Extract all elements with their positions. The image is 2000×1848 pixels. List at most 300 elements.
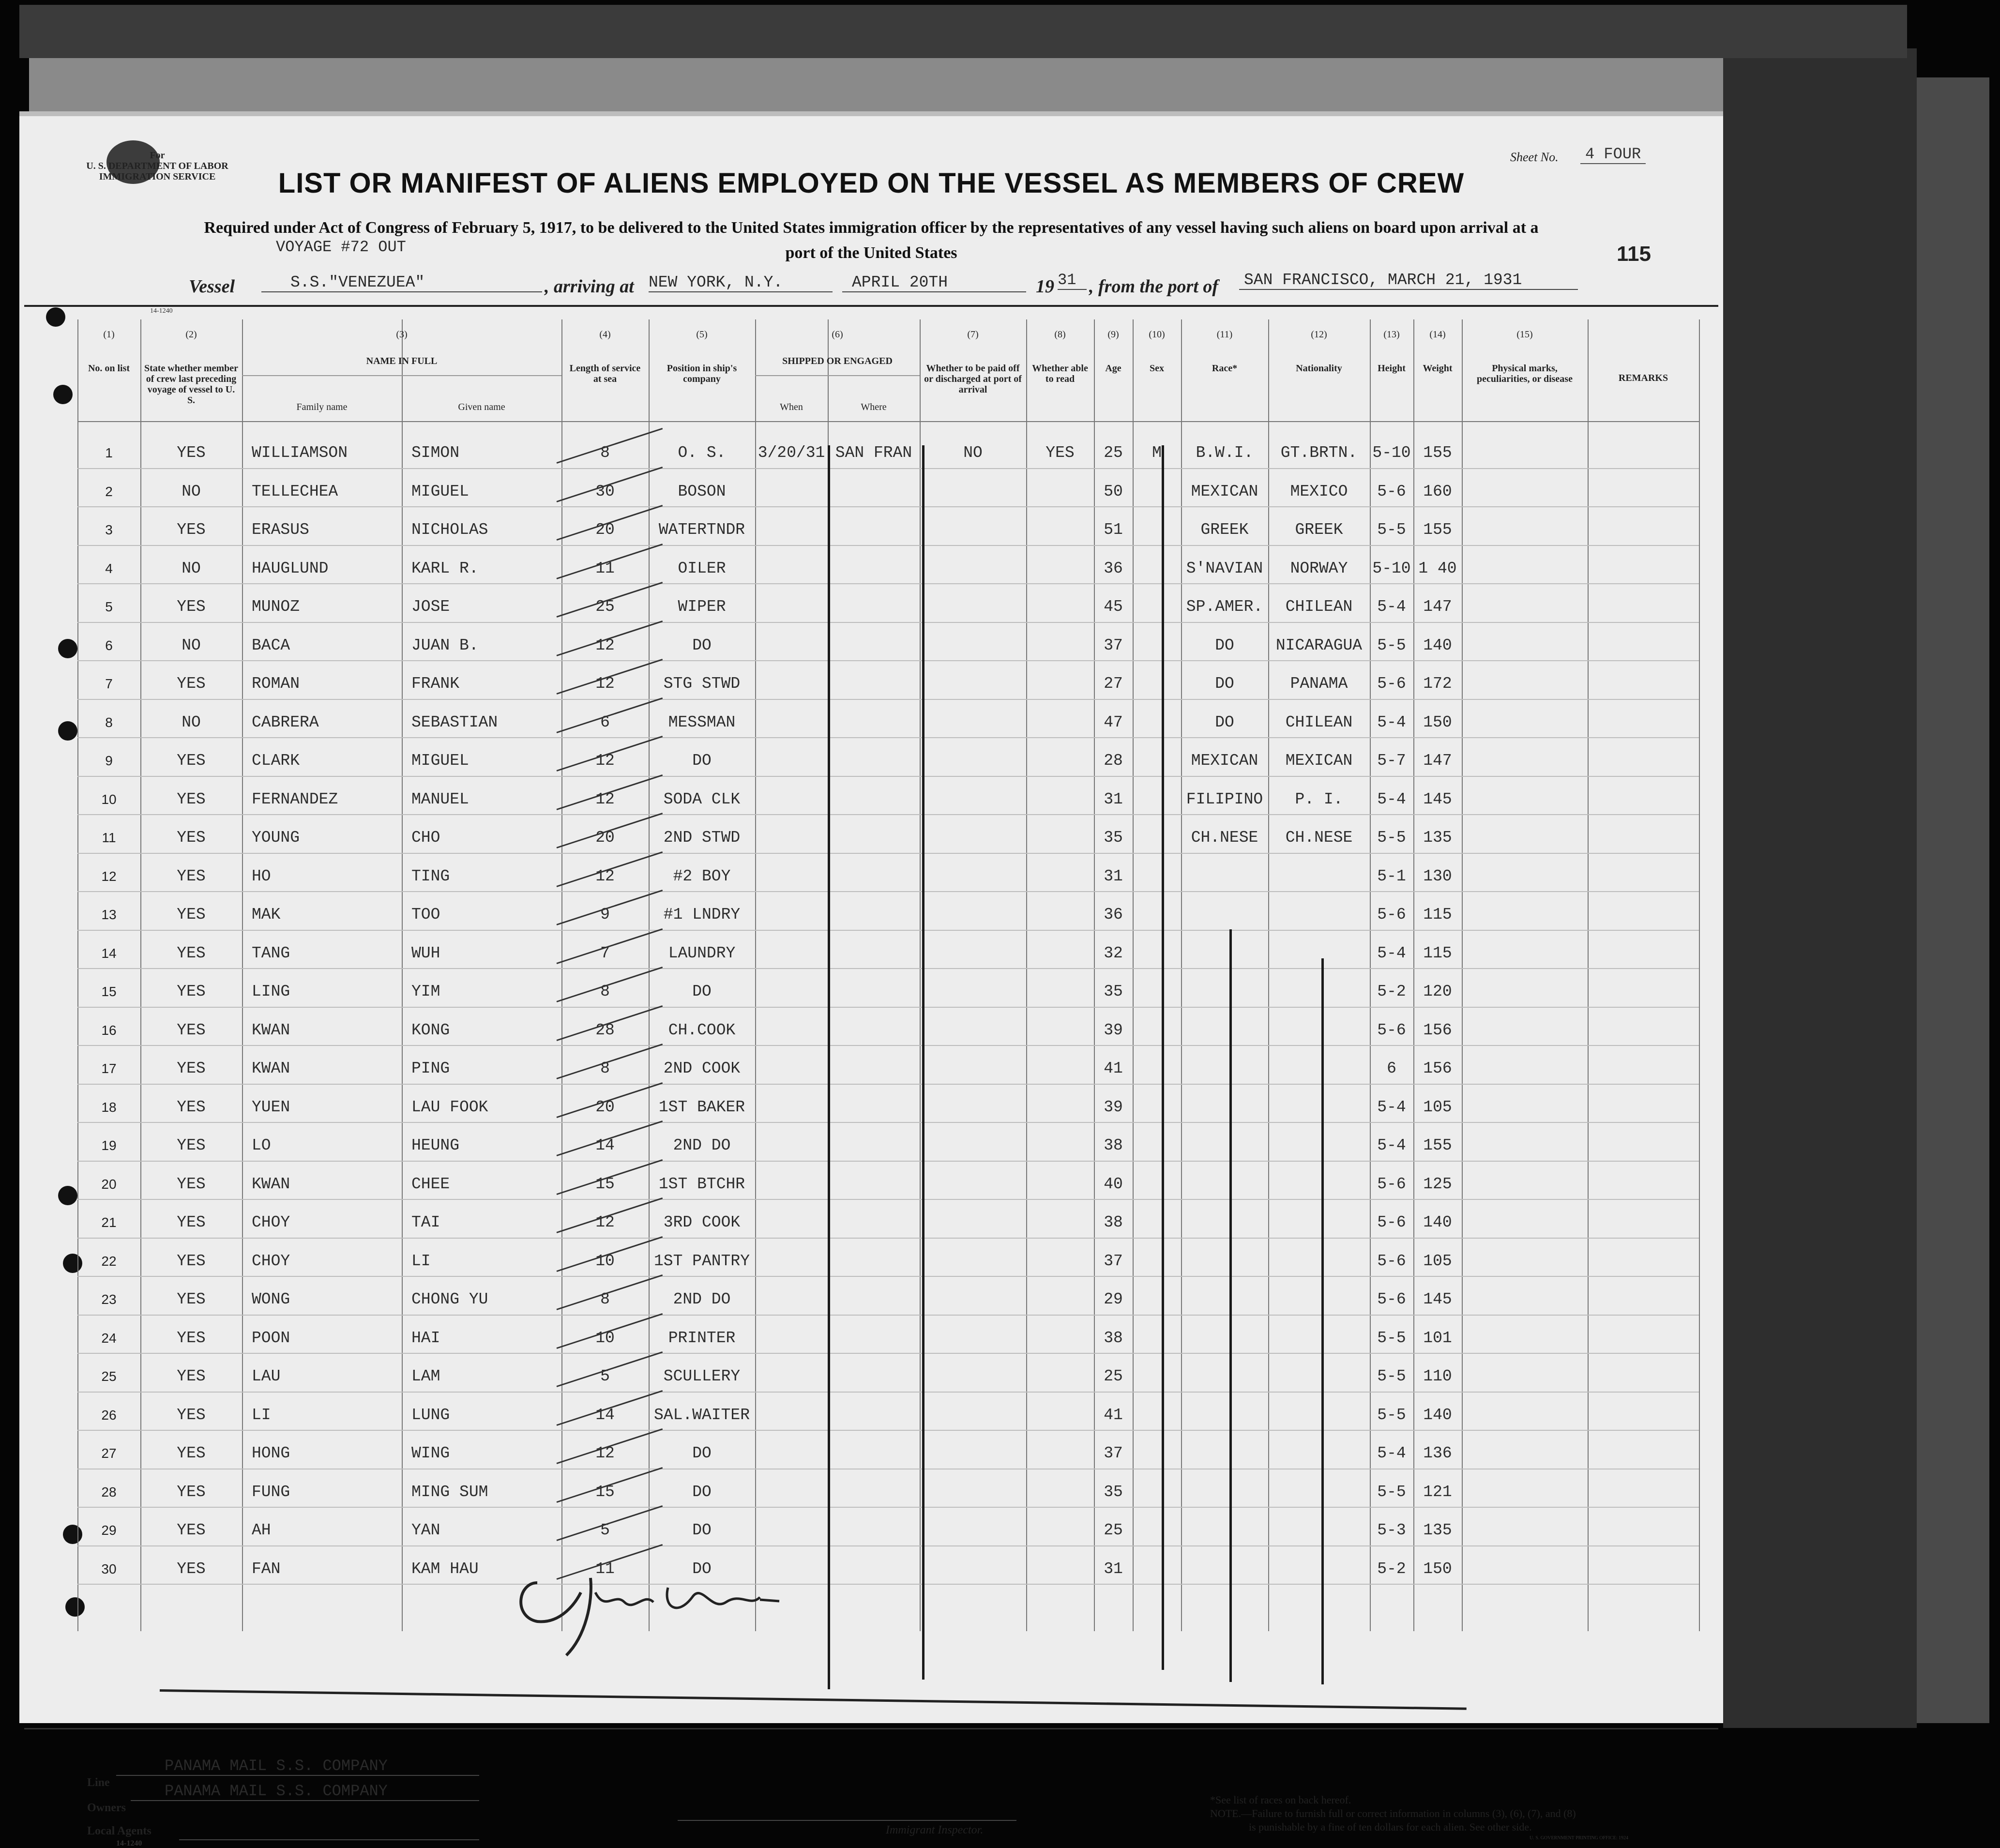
- cell-nationality: PANAMA: [1290, 675, 1348, 693]
- column-divider: [1026, 319, 1027, 1631]
- row-rule: [77, 1584, 1699, 1585]
- cell-given: PING: [411, 1060, 450, 1077]
- cell-position: DO: [692, 1483, 712, 1501]
- row-rule: [77, 891, 1699, 892]
- column-divider: [1094, 319, 1095, 1631]
- column-divider: [649, 319, 650, 1631]
- cell-service: 12: [595, 675, 615, 693]
- column-divider: [755, 319, 756, 1631]
- footnote-races: *See list of races on back hereof.: [1210, 1794, 1351, 1806]
- cell-given: NICHOLAS: [411, 521, 488, 539]
- cell-given: YAN: [411, 1521, 440, 1539]
- cell-prev: NO: [182, 559, 201, 577]
- cell-weight: 155: [1423, 521, 1452, 539]
- sheet-number: 4 FOUR: [1580, 145, 1646, 164]
- row-number: 22: [101, 1253, 117, 1269]
- cell-position: SCULLERY: [663, 1367, 741, 1385]
- cell-prev: YES: [177, 598, 206, 616]
- year-suffix: 31: [1058, 271, 1087, 290]
- column-heading: Whether able to read: [1032, 363, 1088, 384]
- column-number: (9): [1107, 329, 1119, 340]
- cell-height: 5-4: [1377, 790, 1406, 808]
- column-divider: [920, 319, 921, 1631]
- cell-family: FAN: [252, 1560, 281, 1578]
- cell-family: HONG: [252, 1444, 290, 1462]
- row-rule: [77, 968, 1699, 969]
- form-code-top: 14-1240: [150, 307, 173, 315]
- closing-rule: [160, 1689, 1467, 1710]
- cell-weight: 156: [1423, 1060, 1452, 1077]
- column-subheading: When: [780, 402, 803, 412]
- cell-weight: 105: [1423, 1098, 1452, 1116]
- cell-height: 5-10: [1372, 559, 1411, 577]
- cell-weight: 156: [1423, 1021, 1452, 1039]
- stamp-number: 115: [1617, 242, 1651, 266]
- cell-position: OILER: [678, 559, 726, 577]
- cell-position: WATERTNDR: [658, 521, 745, 539]
- cell-race: MEXICAN: [1191, 482, 1258, 500]
- cell-prev: YES: [177, 1367, 206, 1385]
- top-sheet-edge: [19, 5, 1907, 58]
- cell-age: 32: [1104, 944, 1123, 962]
- page-top-band: [19, 111, 1723, 116]
- column-heading: Weight: [1423, 363, 1453, 374]
- row-rule: [77, 814, 1699, 815]
- cell-given: YIM: [411, 983, 440, 1000]
- cell-read: YES: [1045, 444, 1075, 462]
- cell-nationality: CHILEAN: [1285, 713, 1353, 731]
- cell-age: 31: [1104, 1560, 1123, 1578]
- cell-age: 38: [1104, 1213, 1123, 1231]
- cell-prev: YES: [177, 1560, 206, 1578]
- cell-service: 5: [600, 1367, 610, 1385]
- cell-prev: YES: [177, 1021, 206, 1039]
- arriving-port: NEW YORK, N.Y.: [649, 273, 833, 292]
- printing-office: U. S. GOVERNMENT PRINTING OFFICE: 1924: [1530, 1835, 1628, 1841]
- cell-age: 39: [1104, 1021, 1123, 1039]
- column-heading: Whether to be paid off or discharged at port of arrival: [924, 363, 1022, 395]
- cell-service: 15: [595, 1175, 615, 1193]
- cell-age: 28: [1104, 752, 1123, 770]
- row-rule: [77, 583, 1699, 584]
- cell-given: KONG: [411, 1021, 450, 1039]
- column-subheading: Where: [861, 402, 887, 412]
- column-number: (2): [185, 329, 197, 340]
- cell-service: 12: [595, 867, 615, 885]
- cell-weight: 145: [1423, 1290, 1452, 1308]
- cell-age: 35: [1104, 829, 1123, 847]
- column-subheading: Family name: [296, 402, 348, 412]
- voyage-number: VOYAGE #72 OUT: [276, 238, 406, 256]
- cell-family: FUNG: [252, 1483, 290, 1501]
- inspector-signature: [508, 1563, 847, 1660]
- column-heading: NAME IN FULL: [366, 356, 438, 366]
- cell-position: SAL.WAITER: [653, 1406, 750, 1424]
- cell-given: JUAN B.: [411, 636, 479, 654]
- cell-position: 1ST PANTRY: [653, 1252, 750, 1270]
- row-number: 3: [105, 522, 113, 537]
- row-number: 27: [101, 1446, 117, 1461]
- cell-nationality: GT.BRTN.: [1280, 444, 1358, 462]
- local-agents-line: [179, 1825, 479, 1840]
- cell-age: 36: [1104, 559, 1123, 577]
- column-heading: Nationality: [1296, 363, 1342, 374]
- cell-weight: 160: [1423, 482, 1452, 500]
- column-divider: [1268, 319, 1269, 1631]
- footnote-penalty-1: NOTE.—Failure to furnish full or correct information in columns (3), (6), (7), and (8): [1210, 1807, 1576, 1819]
- cell-family: CHOY: [252, 1213, 290, 1231]
- column-heading: Sex: [1150, 363, 1164, 374]
- row-rule: [77, 1315, 1699, 1316]
- column-number: (15): [1516, 329, 1533, 340]
- punch-hole: [65, 1597, 85, 1617]
- punch-hole: [53, 385, 73, 404]
- column-heading: State whether member of crew last preceding voyage of vessel to U. S.: [144, 363, 238, 406]
- cell-position: #1 LNDRY: [663, 906, 741, 924]
- cell-age: 47: [1104, 713, 1123, 731]
- cell-height: 5-4: [1377, 598, 1406, 616]
- cell-prev: YES: [177, 906, 206, 924]
- from-port-label: , from the port of: [1089, 276, 1219, 297]
- cell-nationality: NORWAY: [1290, 559, 1348, 577]
- cell-height: 5-6: [1377, 1252, 1406, 1270]
- row-rule: [77, 1392, 1699, 1393]
- cell-age: 29: [1104, 1290, 1123, 1308]
- cell-position: PRINTER: [668, 1329, 736, 1347]
- cell-given: HEUNG: [411, 1136, 460, 1154]
- cell-given: KAM HAU: [411, 1560, 479, 1578]
- row-number: 19: [101, 1138, 117, 1153]
- row-number: 13: [101, 907, 117, 922]
- line-value: PANAMA MAIL S.S. COMPANY: [116, 1757, 479, 1776]
- cell-given: MIGUEL: [411, 752, 469, 770]
- row-rule: [77, 660, 1699, 661]
- ditto-mark-line: [922, 445, 924, 1680]
- column-heading: Position in ship's company: [667, 363, 737, 384]
- cell-prev: YES: [177, 1252, 206, 1270]
- page-title: LIST OR MANIFEST OF ALIENS EMPLOYED ON THE VESSEL AS MEMBERS OF CREW: [278, 167, 1465, 199]
- cell-position: DO: [692, 636, 712, 654]
- cell-nationality: GREEK: [1295, 521, 1343, 539]
- ditto-mark-line: [1229, 929, 1232, 1682]
- sheet-label: Sheet No.: [1510, 150, 1559, 164]
- cell-family: FERNANDEZ: [252, 790, 338, 808]
- row-rule: [77, 1430, 1699, 1431]
- page-subtitle: Required under Act of Congress of February 5, 1917, to be delivered to the United States immigration officer by the representatives of any vessel having such aliens on board upon arrival at a port of the United States: [204, 219, 1539, 262]
- cell-prev: YES: [177, 1213, 206, 1231]
- row-rule: [77, 545, 1699, 546]
- cell-position: O. S.: [678, 444, 726, 462]
- row-rule: [77, 468, 1699, 469]
- cell-given: WUH: [411, 944, 440, 962]
- cell-given: KARL R.: [411, 559, 479, 577]
- cell-family: LAU: [252, 1367, 281, 1385]
- cell-family: HO: [252, 867, 271, 885]
- cell-height: 5-6: [1377, 906, 1406, 924]
- year-prefix: 19: [1036, 276, 1054, 297]
- cell-age: 51: [1104, 521, 1123, 539]
- row-number: 25: [101, 1369, 117, 1384]
- cell-age: 35: [1104, 983, 1123, 1000]
- arriving-label: , arriving at: [545, 276, 634, 297]
- cell-position: DO: [692, 983, 712, 1000]
- cell-height: 5-3: [1377, 1521, 1406, 1539]
- cell-given: FRANK: [411, 675, 460, 693]
- cell-height: 5-6: [1377, 1021, 1406, 1039]
- column-subheading: Given name: [458, 402, 505, 412]
- cell-prev: NO: [182, 482, 201, 500]
- row-rule: [77, 1276, 1699, 1277]
- cell-weight: 115: [1423, 944, 1452, 962]
- cell-position: DO: [692, 1521, 712, 1539]
- row-rule: [77, 1084, 1699, 1085]
- cell-nationality: CH.NESE: [1285, 829, 1353, 847]
- cell-prev: YES: [177, 983, 206, 1000]
- cell-weight: 145: [1423, 790, 1452, 808]
- row-number: 14: [101, 945, 117, 961]
- cell-position: 2ND STWD: [663, 829, 741, 847]
- cell-prev: NO: [182, 636, 201, 654]
- cell-position: SODA CLK: [663, 790, 741, 808]
- cell-service: 12: [595, 636, 615, 654]
- cell-prev: YES: [177, 1444, 206, 1462]
- cell-age: 38: [1104, 1329, 1123, 1347]
- column-divider: [1462, 319, 1463, 1631]
- row-number: 24: [101, 1330, 117, 1346]
- column-number: (1): [103, 329, 115, 340]
- cell-height: 5-2: [1377, 1560, 1406, 1578]
- punch-hole: [58, 1186, 77, 1205]
- cell-age: 50: [1104, 482, 1123, 500]
- cell-position: DO: [692, 752, 712, 770]
- cell-height: 5-5: [1377, 1483, 1406, 1501]
- row-number: 9: [105, 753, 113, 768]
- from-port: SAN FRANCISCO, MARCH 21, 1931: [1239, 271, 1578, 290]
- cell-family: WONG: [252, 1290, 290, 1308]
- row-rule: [77, 853, 1699, 854]
- cell-family: AH: [252, 1521, 271, 1539]
- cell-service: 8: [600, 983, 610, 1000]
- row-rule: [77, 622, 1699, 623]
- column-number: (10): [1149, 329, 1165, 340]
- cell-service: 9: [600, 906, 610, 924]
- cell-given: MING SUM: [411, 1483, 488, 1501]
- cell-prev: YES: [177, 867, 206, 885]
- column-number: (11): [1216, 329, 1233, 340]
- department-heading: For U. S. DEPARTMENT OF LABOR IMMIGRATION SERVICE: [86, 150, 228, 182]
- cell-service: 12: [595, 1444, 615, 1462]
- cell-age: 37: [1104, 636, 1123, 654]
- cell-weight: 140: [1423, 1406, 1452, 1424]
- row-number: 16: [101, 1022, 117, 1038]
- cell-prev: YES: [177, 1098, 206, 1116]
- cell-race: MEXICAN: [1191, 752, 1258, 770]
- cell-given: LUNG: [411, 1406, 450, 1424]
- cell-position: DO: [692, 1444, 712, 1462]
- ditto-mark-line: [1321, 958, 1324, 1684]
- cell-weight: 147: [1423, 598, 1452, 616]
- cell-prev: YES: [177, 1521, 206, 1539]
- column-divider: [1588, 319, 1589, 1631]
- cell-height: 5-10: [1372, 444, 1411, 462]
- cell-prev: YES: [177, 1406, 206, 1424]
- cell-given: CHEE: [411, 1175, 450, 1193]
- cell-age: 31: [1104, 790, 1123, 808]
- row-rule: [77, 1045, 1699, 1046]
- cell-weight: 101: [1423, 1329, 1452, 1347]
- cell-prev: NO: [182, 713, 201, 731]
- cell-weight: 121: [1423, 1483, 1452, 1501]
- cell-age: 41: [1104, 1060, 1123, 1077]
- header-divider: [77, 421, 1699, 422]
- cell-nationality: MEXICAN: [1285, 752, 1353, 770]
- column-heading: No. on list: [88, 363, 130, 374]
- row-number: 7: [105, 676, 113, 691]
- cell-where: SAN FRAN: [835, 444, 912, 462]
- cell-family: WILLIAMSON: [252, 444, 348, 462]
- cell-service: 5: [600, 1521, 610, 1539]
- cell-height: 5-5: [1377, 1367, 1406, 1385]
- column-divider: [1181, 319, 1182, 1631]
- cell-weight: 140: [1423, 1213, 1452, 1231]
- cell-nationality: P. I.: [1295, 790, 1343, 808]
- row-rule: [77, 506, 1699, 507]
- cell-service: 25: [595, 598, 615, 616]
- column-number: (14): [1429, 329, 1446, 340]
- cell-family: YOUNG: [252, 829, 300, 847]
- cell-family: MAK: [252, 906, 281, 924]
- row-number: 29: [101, 1523, 117, 1538]
- column-divider: [1133, 319, 1134, 1631]
- cell-prev: YES: [177, 521, 206, 539]
- cell-weight: 125: [1423, 1175, 1452, 1193]
- cell-weight: 150: [1423, 713, 1452, 731]
- row-number: 28: [101, 1484, 117, 1500]
- row-number: 17: [101, 1061, 117, 1076]
- punch-hole: [58, 639, 77, 658]
- cell-height: 5-4: [1377, 1444, 1406, 1462]
- cell-weight: 135: [1423, 1521, 1452, 1539]
- subheader-divider: [242, 375, 561, 376]
- cell-family: YUEN: [252, 1098, 290, 1116]
- cell-height: 5-5: [1377, 1329, 1406, 1347]
- cell-height: 5-5: [1377, 1406, 1406, 1424]
- cell-prev: YES: [177, 829, 206, 847]
- cell-prev: YES: [177, 1290, 206, 1308]
- cell-family: CHOY: [252, 1252, 290, 1270]
- cell-weight: 1 40: [1418, 559, 1457, 577]
- column-divider: [1370, 319, 1371, 1631]
- cell-height: 5-5: [1377, 636, 1406, 654]
- punch-hole: [58, 721, 77, 741]
- cell-race: DO: [1215, 713, 1234, 731]
- column-number: (4): [599, 329, 611, 340]
- cell-race: GREEK: [1200, 521, 1249, 539]
- row-rule: [77, 1199, 1699, 1200]
- cell-service: 6: [600, 713, 610, 731]
- cell-weight: 136: [1423, 1444, 1452, 1462]
- cell-family: ROMAN: [252, 675, 300, 693]
- cell-position: BOSON: [678, 482, 726, 500]
- row-number: 18: [101, 1099, 117, 1115]
- column-number: (8): [1054, 329, 1066, 340]
- cell-given: MIGUEL: [411, 482, 469, 500]
- row-number: 6: [105, 637, 113, 653]
- row-rule: [77, 930, 1699, 931]
- cell-race: DO: [1215, 636, 1234, 654]
- cell-prev: YES: [177, 944, 206, 962]
- manifest-page: [19, 111, 1723, 1848]
- cell-prev: YES: [177, 1175, 206, 1193]
- cell-height: 5-6: [1377, 675, 1406, 693]
- cell-nationality: CHILEAN: [1285, 598, 1353, 616]
- cell-weight: 120: [1423, 983, 1452, 1000]
- cell-height: 5-6: [1377, 1175, 1406, 1193]
- cell-age: 25: [1104, 1521, 1123, 1539]
- cell-service: 8: [600, 1290, 610, 1308]
- cell-family: CLARK: [252, 752, 300, 770]
- cell-position: 2ND DO: [673, 1290, 731, 1308]
- cell-race: FILIPINO: [1186, 790, 1263, 808]
- column-number: (13): [1383, 329, 1400, 340]
- cell-age: 25: [1104, 1367, 1123, 1385]
- column-heading: SHIPPED OR ENGAGED: [782, 356, 893, 366]
- cell-sex: M: [1152, 444, 1162, 462]
- cell-height: 5-5: [1377, 521, 1406, 539]
- cell-position: 2ND COOK: [663, 1060, 741, 1077]
- cell-given: TAI: [411, 1213, 440, 1231]
- background-sheet-edge-far: [1917, 77, 1989, 1723]
- ditto-mark-line: [1162, 445, 1164, 1670]
- column-heading: Physical marks, peculiarities, or disease: [1477, 363, 1573, 384]
- cell-service: 14: [595, 1406, 615, 1424]
- ditto-mark-line: [828, 445, 830, 1689]
- cell-race: S'NAVIAN: [1186, 559, 1263, 577]
- cell-nationality: NICARAGUA: [1275, 636, 1363, 654]
- cell-service: 20: [595, 1098, 615, 1116]
- vessel-label: Vessel: [189, 276, 235, 297]
- row-number: 26: [101, 1407, 117, 1423]
- cell-height: 5-6: [1377, 482, 1406, 500]
- cell-age: 31: [1104, 867, 1123, 885]
- cell-height: 5-6: [1377, 1213, 1406, 1231]
- owners-value: PANAMA MAIL S.S. COMPANY: [131, 1782, 479, 1801]
- cell-age: 41: [1104, 1406, 1123, 1424]
- column-divider: [77, 319, 78, 1631]
- subheader-divider: [755, 375, 920, 376]
- cell-age: 37: [1104, 1252, 1123, 1270]
- row-number: 21: [101, 1215, 117, 1230]
- cell-age: 45: [1104, 598, 1123, 616]
- column-number: (5): [696, 329, 708, 340]
- cell-service: 12: [595, 790, 615, 808]
- cell-service: 28: [595, 1021, 615, 1039]
- cell-position: DO: [692, 1560, 712, 1578]
- cell-position: 3RD COOK: [663, 1213, 741, 1231]
- column-number: (6): [832, 329, 843, 340]
- cell-given: LAU FOOK: [411, 1098, 488, 1116]
- cell-given: MANUEL: [411, 790, 469, 808]
- row-rule: [77, 1507, 1699, 1508]
- form-code-bottom: 14-1240: [116, 1839, 142, 1848]
- cell-height: 5-5: [1377, 829, 1406, 847]
- cell-weight: 172: [1423, 675, 1452, 693]
- cell-weight: 130: [1423, 867, 1452, 885]
- cell-prev: YES: [177, 1060, 206, 1077]
- cell-service: 8: [600, 1060, 610, 1077]
- cell-weight: 147: [1423, 752, 1452, 770]
- cell-family: LING: [252, 983, 290, 1000]
